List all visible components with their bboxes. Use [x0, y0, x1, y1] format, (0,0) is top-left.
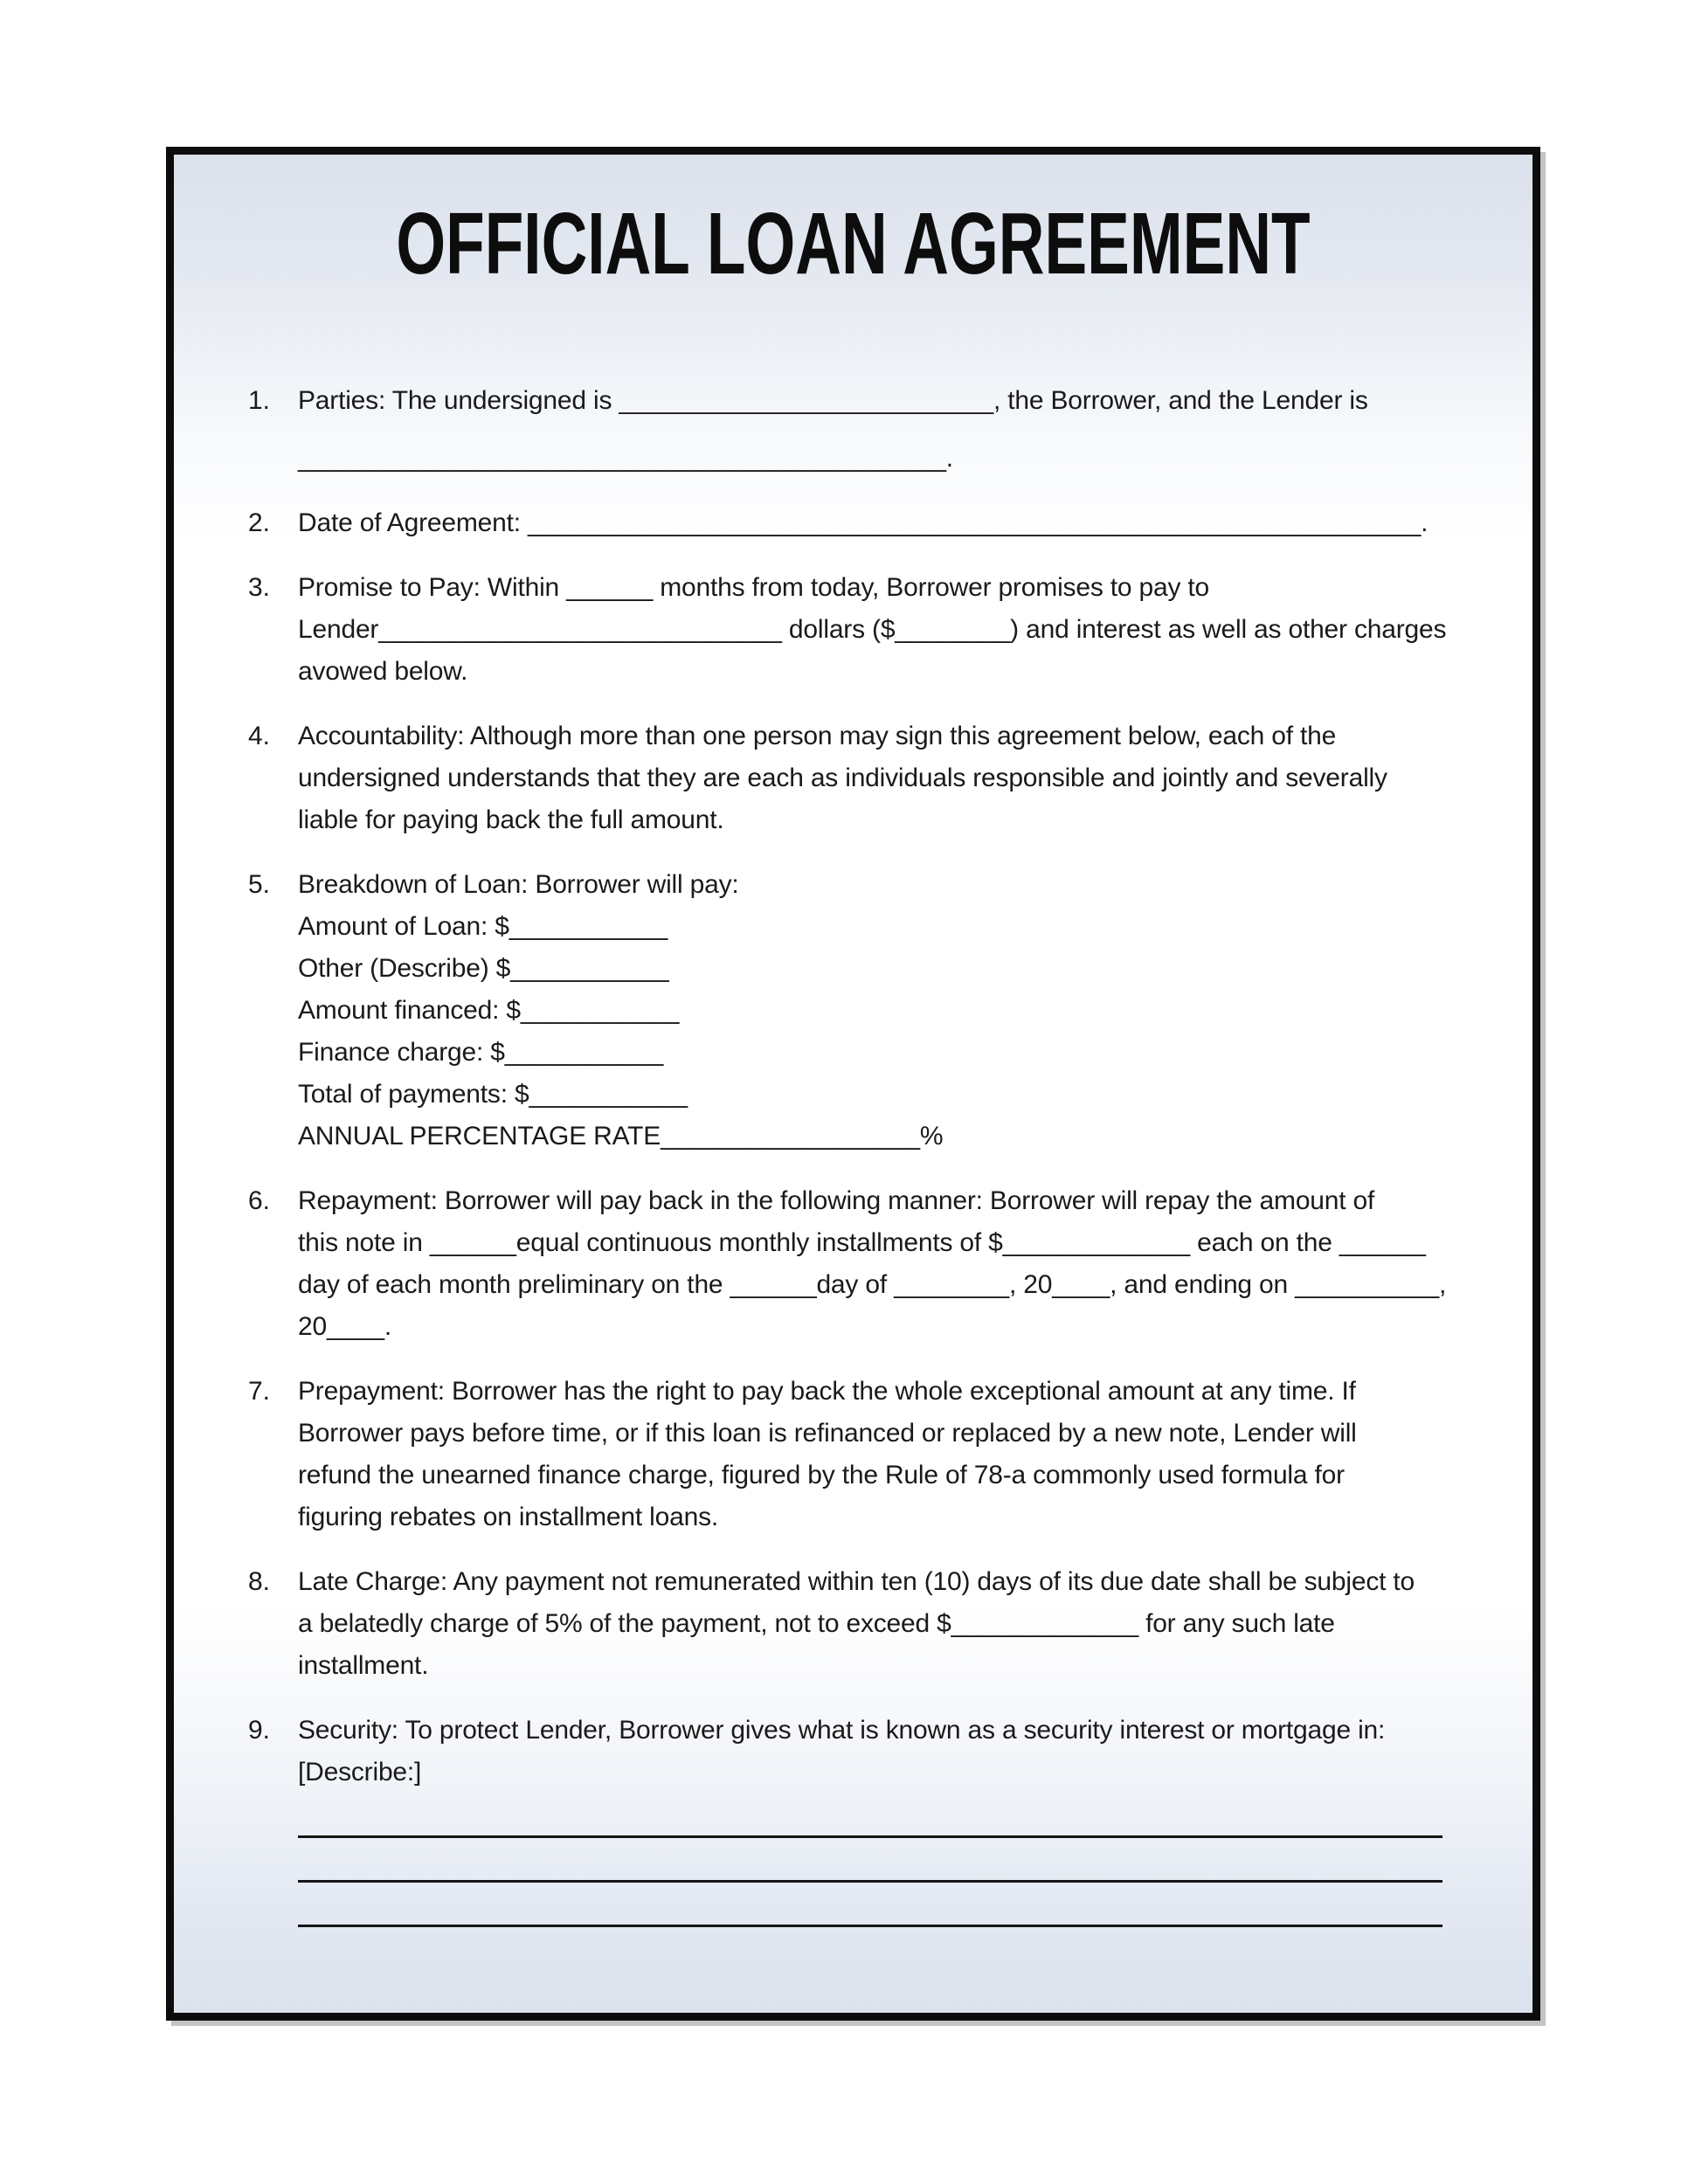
item-body — [298, 380, 1531, 480]
item-line: this note in ______equal continuous monthly installments of $_____________ each on the ______ — [298, 1228, 1426, 1257]
item-line: Parties: The undersigned is __________________________, the Borrower, and the Lender is — [298, 386, 1368, 415]
item-line: Amount of Loan: $___________ — [298, 912, 668, 941]
item-line: figuring rebates on installment loans. — [298, 1503, 719, 1531]
item-line: Accountability: Although more than one person may sign this agreement below, each of the — [298, 722, 1337, 750]
item-line: day of each month preliminary on the ______day of ________, 20____, and ending on __________, — [298, 1270, 1447, 1299]
agreement-item — [248, 1561, 1532, 1687]
agreement-item — [248, 1710, 1532, 1927]
agreement-item — [248, 864, 1532, 1158]
item-line: ANNUAL PERCENTAGE RATE__________________% — [298, 1122, 944, 1151]
item-number: 8. — [248, 1567, 271, 1596]
item-body — [298, 864, 1531, 1158]
item-line: Borrower pays before time, or if this loan is refinanced or replaced by a new note, Lender will — [298, 1419, 1357, 1448]
item-line: [Describe:] — [298, 1758, 422, 1787]
item-line: Repayment: Borrower will pay back in the following manner: Borrower will repay the amount of — [298, 1186, 1375, 1215]
item-line: Other (Describe) $___________ — [298, 954, 669, 983]
item-line: Amount financed: $___________ — [298, 996, 680, 1025]
agreement-list — [174, 380, 1532, 1927]
item-body — [298, 715, 1531, 841]
item-line: undersigned understands that they are each as individuals responsible and jointly and severally — [298, 764, 1387, 792]
item-number: 9. — [248, 1716, 271, 1745]
item-body — [298, 1561, 1531, 1687]
item-number: 3. — [248, 573, 271, 602]
agreement-item — [248, 1371, 1532, 1538]
agreement-item — [248, 380, 1532, 480]
item-body — [298, 502, 1531, 544]
write-in-line — [298, 1794, 1442, 1838]
agreement-item — [248, 502, 1532, 544]
document-frame — [166, 147, 1540, 2021]
write-in-line — [298, 1838, 1442, 1883]
item-body — [298, 567, 1531, 693]
item-line: a belatedly charge of 5% of the payment, not to exceed $_____________ for any such late — [298, 1609, 1335, 1638]
item-line: Prepayment: Borrower has the right to pay back the whole exceptional amount at any time. If — [298, 1377, 1356, 1406]
item-line: installment. — [298, 1651, 429, 1680]
item-body — [298, 1710, 1531, 1927]
agreement-item — [248, 567, 1532, 693]
item-body — [298, 1180, 1531, 1348]
item-number: 4. — [248, 722, 271, 750]
agreement-item — [248, 1180, 1532, 1348]
item-line: Finance charge: $___________ — [298, 1038, 664, 1067]
item-line: Date of Agreement: ______________________________________________________________. — [298, 508, 1429, 537]
item-number: 6. — [248, 1186, 271, 1215]
item-line: avowed below. — [298, 657, 468, 686]
item-line: Total of payments: $___________ — [298, 1080, 688, 1109]
item-line: Lender____________________________ dollars ($________) and interest as well as other charges — [298, 615, 1447, 644]
item-number: 7. — [248, 1377, 271, 1406]
item-line: 20____. — [298, 1312, 392, 1341]
item-line: Late Charge: Any payment not remunerated within ten (10) days of its due date shall be subject to — [298, 1567, 1415, 1596]
item-line: Promise to Pay: Within ______ months from today, Borrower promises to pay to — [298, 573, 1210, 602]
write-in-line — [298, 1883, 1442, 1927]
item-number: 2. — [248, 508, 271, 537]
agreement-item — [248, 715, 1532, 841]
item-line: liable for paying back the full amount. — [298, 805, 724, 834]
item-number: 1. — [248, 386, 271, 415]
item-body — [298, 1371, 1531, 1538]
document-title: OFFICIAL LOAN AGREEMENT — [396, 195, 1311, 293]
item-line: Security: To protect Lender, Borrower gives what is known as a security interest or mortgage in: — [298, 1716, 1386, 1745]
item-line: _____________________________________________. — [298, 444, 953, 473]
item-line: refund the unearned finance charge, figured by the Rule of 78-a commonly used formula for — [298, 1461, 1345, 1489]
item-line: Breakdown of Loan: Borrower will pay: — [298, 870, 739, 899]
item-number: 5. — [248, 870, 271, 899]
